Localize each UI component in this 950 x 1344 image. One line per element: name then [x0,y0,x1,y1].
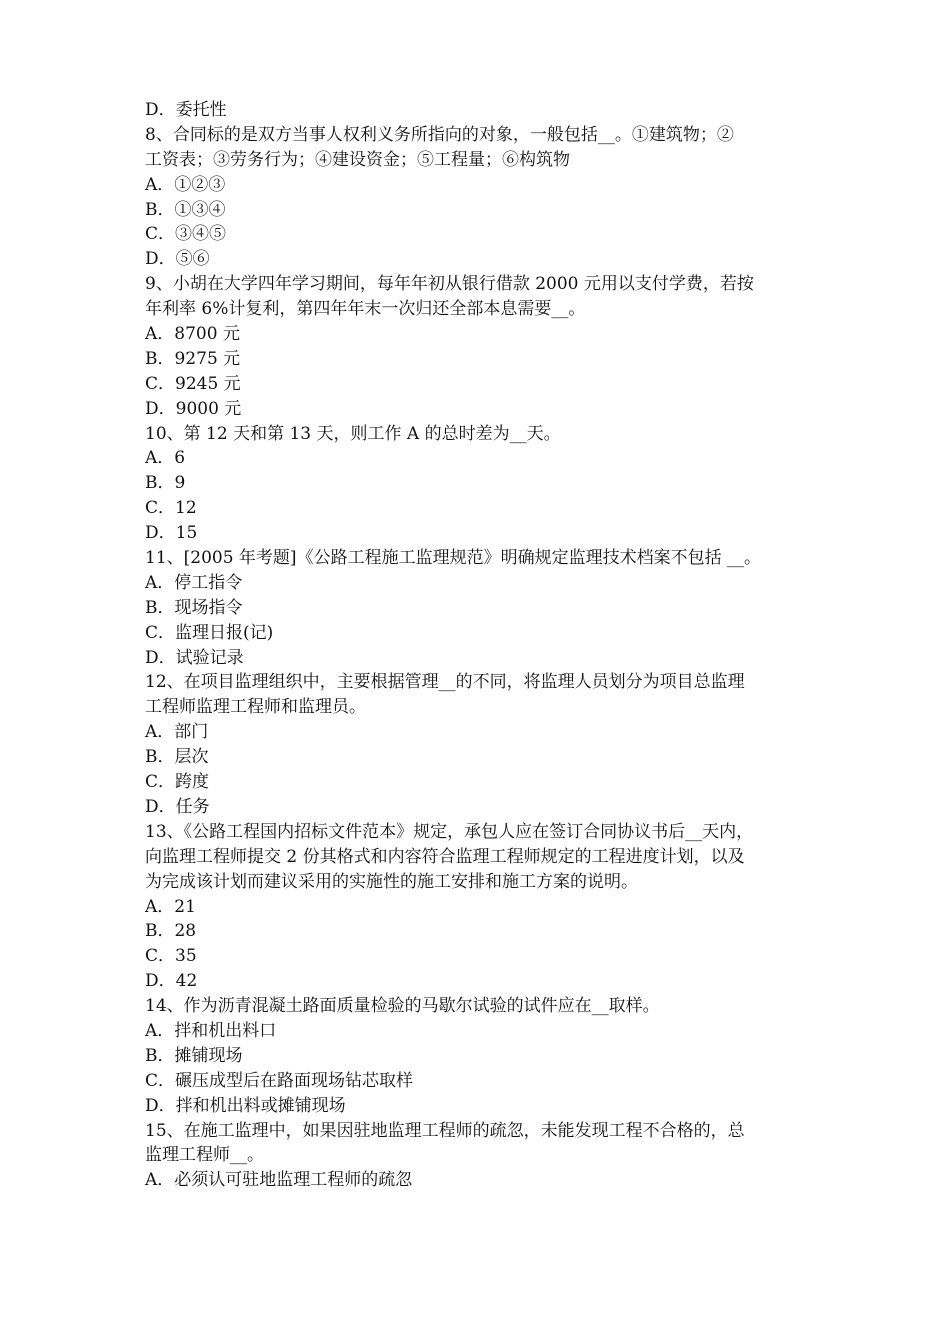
text-line: A．8700 元 [145,324,240,345]
text-line: A．必须认可驻地监理工程师的疏忽 [145,1170,413,1191]
text-line: C．碾压成型后在路面现场钻芯取样 [145,1070,414,1091]
text-line: 12、在项目监理组织中，主要根据管理__的不同，将监理人员划分为项目总监理 [145,672,745,693]
text-line: C．9245 元 [145,373,241,394]
text-line: B．现场指令 [145,597,243,618]
text-line: D．任务 [145,796,210,817]
text-line: A．停工指令 [145,572,243,593]
text-line: 为完成该计划而建议采用的实施性的施工安排和施工方案的说明。 [145,871,638,892]
text-line: B．①③④ [145,199,226,220]
text-line: C．12 [145,498,197,519]
text-line: D．15 [145,523,198,544]
text-line: 工资表；③劳务行为；④建设资金；⑤工程量；⑥构筑物 [145,149,570,170]
text-line: 向监理工程师提交 2 份其格式和内容符合监理工程师规定的工程进度计划，以及 [145,846,745,867]
text-line: 8、合同标的是双方当事人权利义务所指向的对象，一般包括__。①建筑物；② [145,124,734,145]
text-line: C．35 [145,946,197,967]
text-line: 15、在施工监理中，如果因驻地监理工程师的疏忽，未能发现工程不合格的，总 [145,1120,745,1141]
text-line: B．9 [145,473,186,494]
text-line: D．委托性 [145,100,227,120]
text-line: A．21 [145,896,196,917]
text-line: 监理工程师__。 [145,1145,264,1166]
text-line: B．9275 元 [145,348,241,369]
text-line: D．拌和机出料或摊铺现场 [145,1095,346,1116]
document-body [145,98,817,1193]
text-line: A．6 [145,448,186,469]
text-line: 10、第 12 天和第 13 天，则工作 A 的总时差为__天。 [145,423,561,444]
text-line: B．层次 [145,747,209,768]
text-line: 14、作为沥青混凝土路面质量检验的马歇尔试验的试件应在__取样。 [145,996,660,1017]
text-line: 13、《公路工程国内招标文件范本》规定，承包人应在签订合同协议书后__天内， [145,821,754,842]
text-line: D．42 [145,971,198,992]
text-line: D．9000 元 [145,398,242,419]
text-line: C．③④⑤ [145,224,227,245]
text-line: C．跨度 [145,772,210,793]
text-line: 年利率 6%计复利，第四年年末一次归还全部本息需要__。 [145,299,586,320]
text-line: 9、小胡在大学四年学习期间，每年年初从银行借款 2000 元用以支付学费，若按 [145,274,754,295]
text-line: B．28 [145,921,197,942]
text-line: A．①②③ [145,174,226,195]
text-line: C．监理日报(记) [145,622,274,643]
text-line: A．拌和机出料口 [145,1020,277,1041]
text-line: D．⑤⑥ [145,249,210,270]
text-line: D．试验记录 [145,647,244,668]
text-line: 工程师监理工程师和监理员。 [145,697,366,718]
text-line: 11、[2005 年考题]《公路工程施工监理规范》明确规定监理技术档案不包括 __。 [145,548,761,569]
text-line: A．部门 [145,722,209,743]
text-line: B．摊铺现场 [145,1045,243,1066]
